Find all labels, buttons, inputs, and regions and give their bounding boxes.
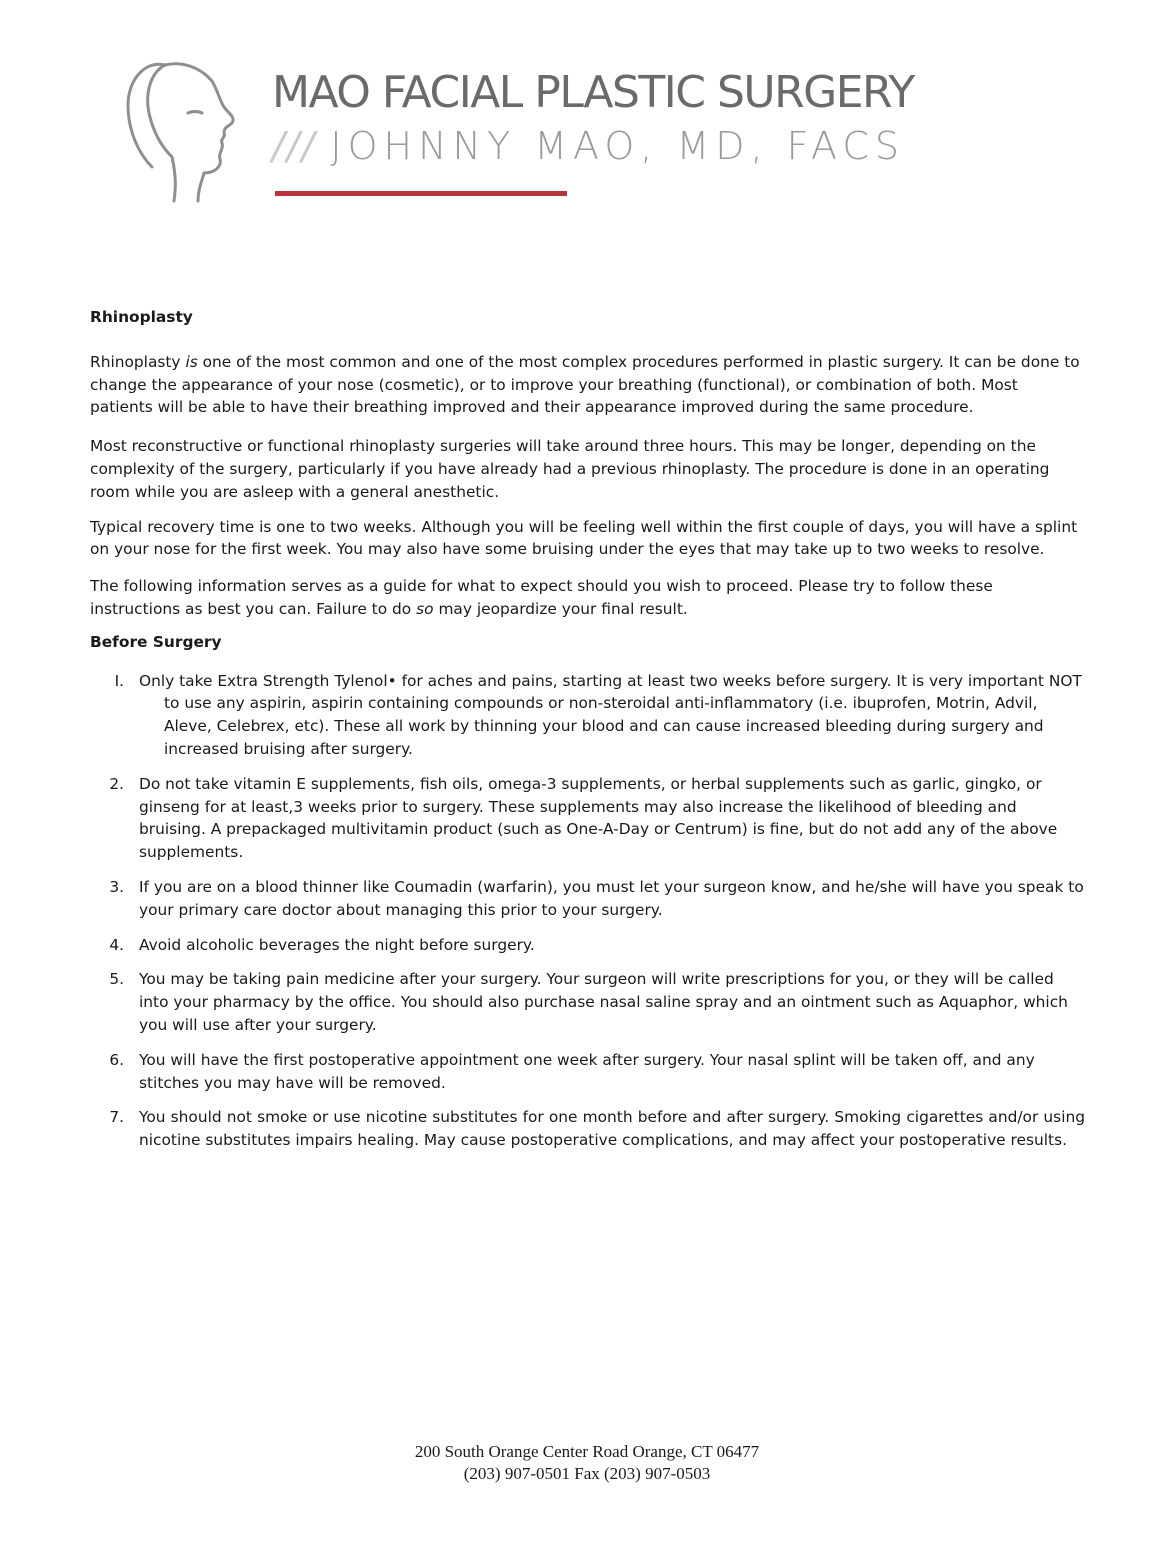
list-item-text: Only take Extra Strength Tylenol• for aches and pains, starting at least two weeks before surgery. It is very important NOT to use any aspirin, aspirin containing compounds or non-steroidal anti-inflammatory (i.e. ibuprofen, Motrin, Advil, Aleve, Celebrex, etc). These all work by thinning your blood and can cause increased bleeding during surgery and increased bruising after surgery. — [139, 671, 1082, 758]
list-item-text: You should not smoke or use nicotine substitutes for one month before and after surgery. Smoking cigarettes and/or using nicotine substitutes impairs healing. May cause postoperative complications, and may affect your postoperative results. — [139, 1108, 1085, 1150]
list-item-number: 4. — [109, 935, 124, 954]
guide-emphasis: so — [416, 599, 434, 618]
list-item-text: If you are on a blood thinner like Coumadin (warfarin), you must let your surgeon know, and he/she will have you speak to your primary care doctor about managing this prior to your surgery. — [139, 877, 1084, 919]
list-item-text: You may be taking pain medicine after your surgery. Your surgeon will write prescriptions for you, or they will be called into your pharmacy by the office. You should also purchase nasal saline spray and an ointment such as Aquaphor, which you will use after your surgery. — [139, 970, 1068, 1034]
intro-text-end: one of the most common and one of the most complex procedures performed in plastic surgery. It can be done to change the appearance of your nose (cosmetic), or to improve your breathing (functional), or combination of both. Most patients will be able to have their breathing improved and their appearance improved during the same procedure. — [90, 352, 1080, 417]
document-title: Rhinoplasty — [90, 308, 193, 326]
list-item — [90, 1049, 1085, 1095]
footer-address: 200 South Orange Center Road Orange, CT 06477 — [414, 1442, 760, 1461]
page-footer — [0, 1441, 1174, 1485]
doctor-name-text: JOHNNY MAO, MD, FACS — [330, 124, 905, 168]
list-item-text: Avoid alcoholic beverages the night before surgery. — [139, 935, 535, 954]
list-item — [90, 968, 1085, 1036]
list-item-text: You will have the first postoperative appointment one week after surgery. Your nasal splint will be taken off, and any stitches you may have will be removed. — [139, 1050, 1035, 1092]
intro-emphasis: is — [185, 352, 198, 371]
guide-text-start: The following information serves as a guide for what to expect should you wish to proceed. Please try to follow these instructions as best you can. Failure to do — [90, 577, 993, 618]
slashes-decoration: /// — [272, 124, 317, 168]
list-item — [90, 876, 1085, 922]
list-item-number: 2. — [109, 774, 124, 793]
list-item-number: I. — [114, 671, 124, 690]
guide-paragraph — [90, 575, 1085, 621]
list-item — [90, 773, 1085, 864]
list-item — [90, 670, 1085, 761]
face-profile-logo-icon — [120, 55, 245, 205]
intro-text-start: Rhinoplasty — [90, 352, 186, 371]
list-item-number: 6. — [109, 1050, 124, 1069]
duration-paragraph: Most reconstructive or functional rhinoplasty surgeries will take around three hours. This may be longer, depending on the complexity of the surgery, particularly if you have already had a previous rhinoplasty. The procedure is done in an operating room while you are asleep with a general anesthetic. — [90, 437, 1050, 501]
footer-phone: (203) 907-0501 Fax (203) 907-0503 — [463, 1464, 711, 1483]
intro-paragraph — [90, 351, 1085, 419]
letterhead — [120, 55, 1020, 215]
list-item-number: 5. — [109, 970, 124, 989]
list-item-number: 3. — [109, 877, 124, 896]
list-item — [90, 934, 1085, 957]
guide-text-end: may jeopardize your final result. — [433, 599, 688, 618]
recovery-paragraph: Typical recovery time is one to two weeks. Although you will be feeling well within the first couple of days, you will have a splint on your nose for the first week. You may also have some bruising under the eyes that may take up to two weeks to resolve. — [90, 517, 1078, 559]
accent-bar — [275, 191, 567, 196]
list-item-number: 7. — [109, 1108, 124, 1127]
before-surgery-heading: Before Surgery — [90, 632, 222, 651]
before-surgery-list — [90, 670, 1085, 1152]
practice-name: MAO FACIAL PLASTIC SURGERY — [272, 67, 914, 118]
document-body — [90, 306, 1085, 1164]
list-item-text: Do not take vitamin E supplements, fish oils, omega-3 supplements, or herbal supplements such as garlic, gingko, or ginseng for at least,3 weeks prior to surgery. These supplements may also increase the likelihood of bleeding and bruising. A prepackaged multivitamin product (such as One-A-Day or Centrum) is fine, but do not add any of the above supplements. — [139, 774, 1058, 862]
list-item — [90, 1106, 1085, 1152]
doctor-name — [272, 121, 905, 171]
